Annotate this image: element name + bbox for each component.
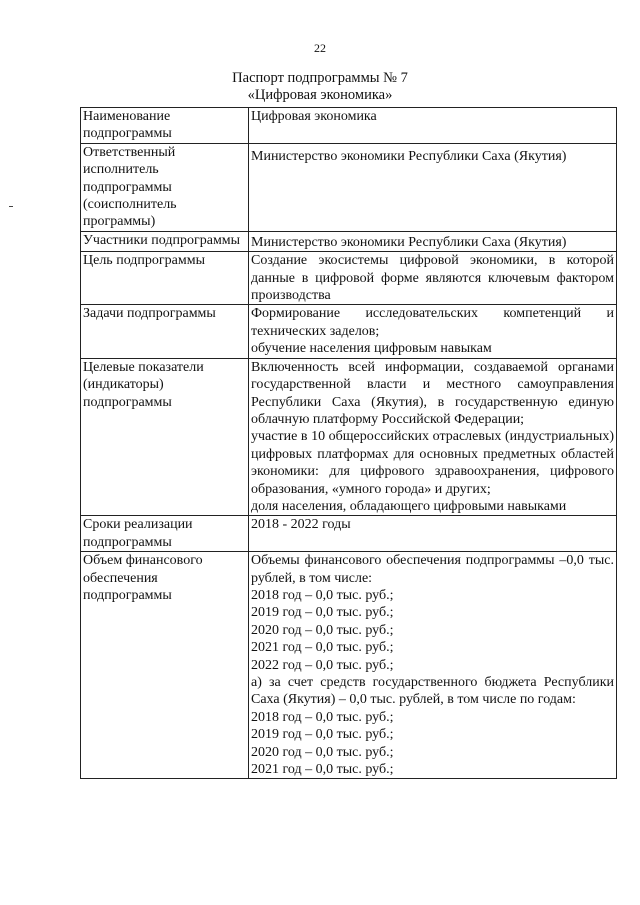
row-value-line: Министерство экономики Республики Саха (Якутия) (251, 234, 567, 250)
row-value-line: 2019 год – 0,0 тыс. руб.; (251, 605, 394, 621)
row-value-line: 2019 год – 0,0 тыс. руб.; (251, 727, 394, 743)
table-row-participants (81, 231, 617, 251)
row-value-line: Объемы финансового обеспечения подпрограммы –0,0 тыс. рублей, в том числе: (251, 553, 614, 586)
table-row-responsible (81, 143, 617, 231)
row-value-line: Формирование исследовательских компетенций и технических заделов; (251, 306, 614, 339)
page-number: 22 (314, 41, 326, 55)
row-value-line: Цифровая экономика (251, 109, 377, 124)
row-value-line: 2021 год – 0,0 тыс. руб.; (251, 640, 394, 656)
row-label: Цель подпрограммы (81, 252, 249, 305)
row-value (249, 108, 617, 144)
table-row-goal (81, 252, 617, 305)
row-value (249, 552, 617, 779)
table-row-funding (81, 552, 617, 779)
row-label: Сроки реализации подпрограммы (81, 516, 249, 552)
row-value-line: Министерство экономики Республики Саха (Якутия) (251, 148, 567, 164)
row-value-line: обучение населения цифровым навыкам (251, 341, 492, 357)
row-label: Наименование подпрограммы (81, 108, 249, 144)
row-label: Объем финансового обеспечения подпрограммы (81, 552, 249, 779)
row-label: Участники подпрограммы (81, 231, 249, 251)
row-value (249, 305, 617, 358)
row-label-text: Ответственный исполнитель подпрограммы (соисполнитель программы) (83, 144, 177, 230)
row-label: Задачи подпрограммы (81, 305, 249, 358)
row-value (249, 358, 617, 516)
row-value-line: 2018 - 2022 годы (251, 517, 351, 533)
table-row-tasks (81, 305, 617, 358)
row-value (249, 231, 617, 251)
table-row-name (81, 108, 617, 144)
row-value-line: 2022 год – 0,0 тыс. руб.; (251, 657, 394, 673)
row-value-line: а) за счет средств государственного бюджета Республики Саха (Якутия) – 0,0 тыс. рублей, в том числе по годам: (251, 675, 614, 708)
row-value (249, 516, 617, 552)
row-value-line: 2018 год – 0,0 тыс. руб.; (251, 587, 394, 603)
row-label: Целевые показатели (индикаторы) подпрограммы (81, 358, 249, 516)
row-value-line: участие в 10 общероссийских отраслевых (индустриальных) цифровых платформах для основных предметных областей экономики: для цифрового здравоохранения, цифрового образования, «умного города» и других; (251, 429, 614, 497)
row-value-line: Включенность всей информации, создаваемой органами государственной власти и местного самоуправления Республики Саха (Якутия), в государственную единую облачную платформу Российской Федерации; (251, 359, 614, 427)
row-value-line: 2021 год – 0,0 тыс. руб.; (251, 762, 394, 778)
table-row-indicators (81, 358, 617, 516)
margin-mark (9, 206, 13, 207)
title-line-2: «Цифровая экономика» (247, 87, 393, 103)
row-label (81, 143, 249, 231)
row-value (249, 252, 617, 305)
row-value-line: 2018 год – 0,0 тыс. руб.; (251, 709, 394, 725)
title-line-1: Паспорт подпрограммы № 7 (232, 70, 408, 86)
row-value-line: 2020 год – 0,0 тыс. руб.; (251, 622, 394, 638)
row-value-line: Создание экосистемы цифровой экономики, в которой данные в цифровой форме являются ключевым фактором производства (251, 253, 614, 304)
row-value-line: доля населения, обладающего цифровыми навыками (251, 498, 567, 514)
passport-table (80, 107, 617, 779)
document-title (0, 70, 640, 104)
table-row-terms (81, 516, 617, 552)
row-value-line: 2020 год – 0,0 тыс. руб.; (251, 744, 394, 760)
row-value (249, 143, 617, 231)
